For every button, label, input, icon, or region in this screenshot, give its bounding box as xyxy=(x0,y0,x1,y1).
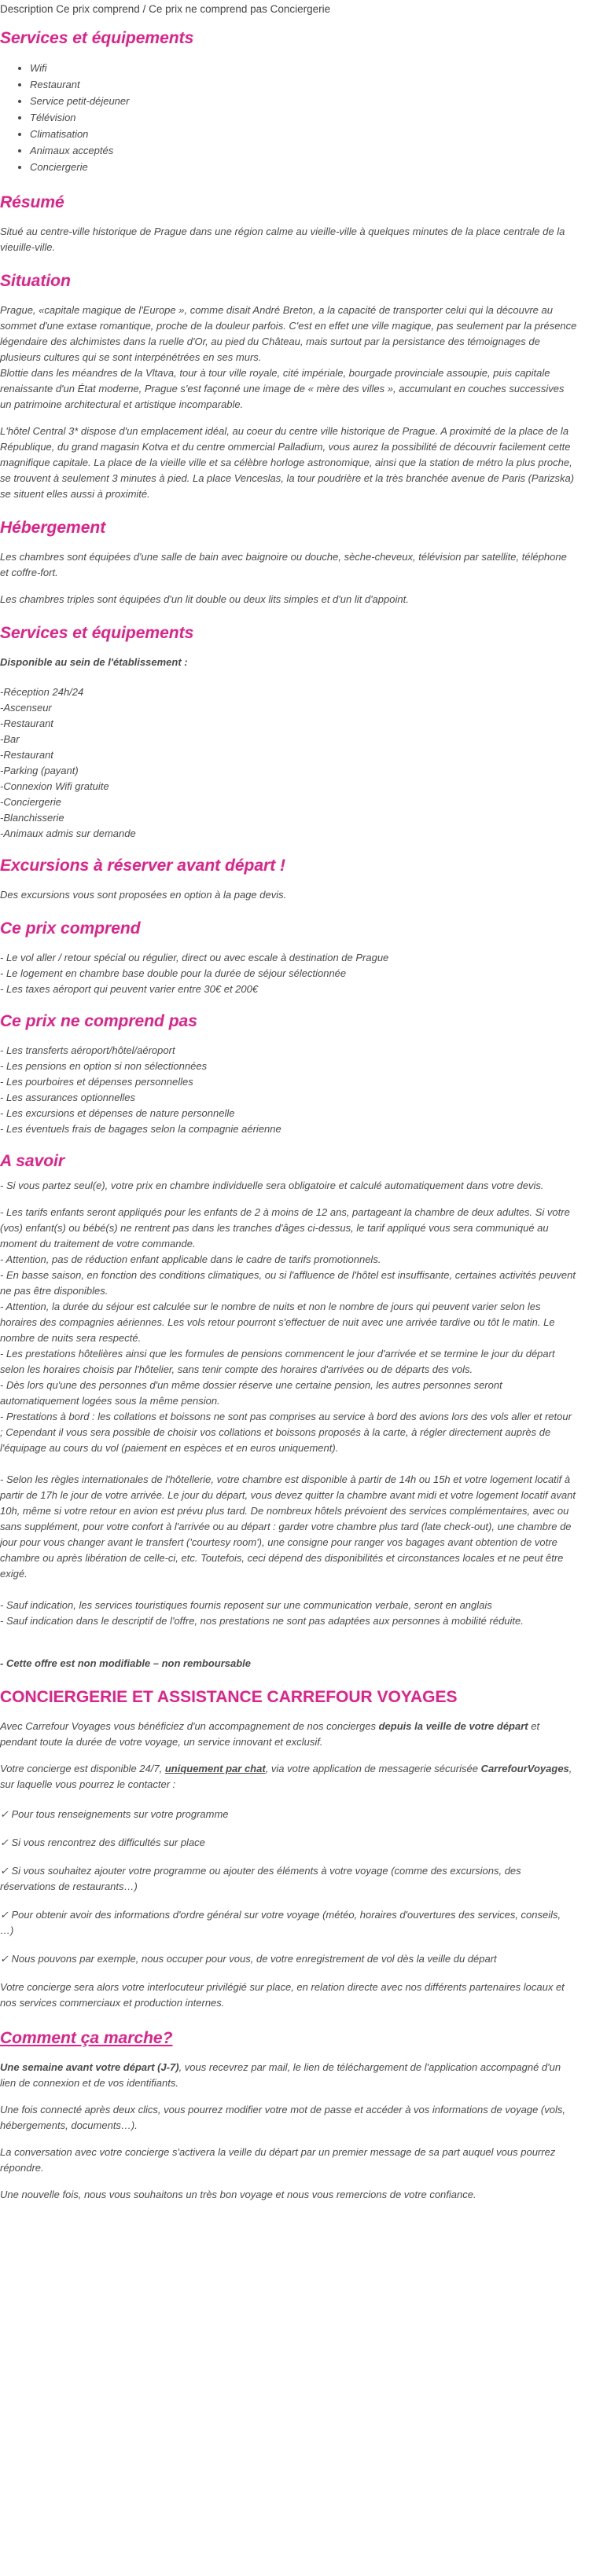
list-item: - Le vol aller / retour spécial ou régulier, direct ou avec escale à destination de Prague xyxy=(0,952,389,963)
situation-title: Situation xyxy=(0,272,71,290)
check-item: ✓ Pour obtenir avoir des informations d'ordre général sur votre voyage (météo, horaires d'ouvertures des services, conseils, …) xyxy=(0,1909,561,1936)
check-item: ✓ Si vous rencontrez des difficultés sur place xyxy=(0,1837,205,1848)
list-item: -Animaux admis sur demande xyxy=(0,827,136,839)
savoir-paragraph: - Si vous partez seul(e), votre prix en chambre individuelle sera obligatoire et calculé automatiquement dans votre devis. xyxy=(0,1180,544,1191)
comment-paragraph: Une nouvelle fois, nous vous souhaitons un très bon voyage et nous vous remercions de votre confiance. xyxy=(0,2189,476,2200)
savoir-paragraph: - Les tarifs enfants seront appliqués pour les enfants de 2 à moins de 12 ans, partageant la chambre de deux adultes. Si votre (vos) enfant(s) ou bébé(s) ne rentrent pas dans les tranches d'âges ci-dessus, le tarif appliqué vous sera communiqué au moment du traitement de votre commande. xyxy=(0,1206,570,1249)
excursions-text: Des excursions vous sont proposées en option à la page devis. xyxy=(0,889,287,901)
hebergement-title: Hébergement xyxy=(0,519,106,537)
tab-navigation[interactable]: Description Ce prix comprend / Ce prix ne comprend pas Conciergerie xyxy=(0,3,331,15)
savoir-title: A savoir xyxy=(0,1152,65,1170)
services-title: Services et équipements xyxy=(0,29,194,47)
excursions-title: Excursions à réserver avant départ ! xyxy=(0,857,286,875)
list-item: • Conciergerie xyxy=(30,159,577,175)
comment-paragraph: Une fois connecté après deux clics, vous pourrez modifier votre mot de passe et accéder à vos informations de voyage (vols, hébergements, documents…). xyxy=(0,2104,565,2131)
list-item: -Conciergerie xyxy=(0,796,62,808)
resume-title: Résumé xyxy=(0,193,64,211)
conciergerie-paragraph: Votre concierge est disponible 24/7, uniquement par chat, via votre application de messagerie sécurisée CarrefourVoyages, sur laquelle vous pourrez le contacter : xyxy=(0,1763,572,1790)
check-item: ✓ Nous pouvons par exemple, nous occuper pour vous, de votre enregistrement de vol dès la veille du départ xyxy=(0,1953,497,1965)
ne-comprend-list xyxy=(0,1043,577,1137)
list-item: • Climatisation xyxy=(30,126,577,142)
hebergement-paragraph: Les chambres sont équipées d'une salle de bain avec baignoire ou douche, sèche-cheveux, télévision par satellite, téléphone et coffre-fort. xyxy=(0,551,567,578)
comment-title: Comment ça marche? xyxy=(0,2029,173,2047)
amenities-list xyxy=(0,60,577,175)
savoir-paragraph: - En basse saison, en fonction des conditions climatiques, ou si l'affluence de l'hôtel est insuffisante, certaines activités peuvent ne pas être disponibles. xyxy=(0,1269,576,1297)
comprend-title: Ce prix comprend xyxy=(0,919,141,938)
services-title: Services et équipements xyxy=(0,624,194,642)
list-item: • Wifi xyxy=(30,60,577,76)
ne-comprend-title: Ce prix ne comprend pas xyxy=(0,1012,197,1030)
comment-paragraph: La conversation avec votre concierge s'activera la veille du départ par un premier message de sa part auquel vous pourrez répondre. xyxy=(0,2146,556,2174)
situation-paragraph: Blottie dans les méandres de la Vltava, tour à tour ville royale, cité impériale, bourgade provinciale assoupie, puis capitale renaissante d'un État moderne, Prague s'est façonné une image de « mère des villes », accumulant en couches successives un patrimoine architectural et artistique incomparable. xyxy=(0,367,565,410)
savoir-paragraph: - Selon les règles internationales de l'hôtellerie, votre chambre est disponible à partir de 14h ou 15h et votre logement locatif à partir de 17h le jour de votre arrivée. Le jour du départ, vous devez quitter la chambre avant midi et votre logement locatif avant 10h, même si votre retour en avion est prévu plus tard. De nombreux hôtels prévoient des services complémentaires, avec ou sans supplément, pour votre confort à l'arrivée ou au départ : garder votre chambre plus tard (late check-out), une chambre de jour pour vous changer avant le transfert ('courtesy room'), une consigne pour ranger vos bagages avant obtention de votre chambre ou après libération de celle-ci, etc. Toutefois, ceci dépend des disponibilités et circonstances locales et ne peut être exigé. xyxy=(0,1473,576,1580)
list-item: • Service petit-déjeuner xyxy=(30,93,577,109)
savoir-paragraph: - Attention, pas de réduction enfant applicable dans le cadre de tarifs promotionnels. xyxy=(0,1253,381,1265)
list-item: - Les excursions et dépenses de nature personnelle xyxy=(0,1107,235,1119)
list-item: • Restaurant xyxy=(30,76,577,93)
services-list xyxy=(0,684,577,842)
comprend-list xyxy=(0,950,577,997)
check-item: ✓ Si vous souhaitez ajouter votre programme ou ajouter des éléments à votre voyage (comme des excursions, des réservations de restaurants…) xyxy=(0,1865,521,1892)
savoir-paragraph: - Les prestations hôtelières ainsi que les formules de pensions commencent le jour d'arrivée et se termine le jour du départ selon les horaires choisis par l'hôtelier, sans tenir compte des horaires d'arrivées ou de départs des vols. xyxy=(0,1348,555,1375)
list-item: - Les pourboires et dépenses personnelles xyxy=(0,1076,193,1088)
conciergerie-paragraph: Avec Carrefour Voyages vous bénéficiez d'un accompagnement de nos concierges depuis la veille de votre départ et pendant toute la durée de votre voyage, un service innovant et exclusif. xyxy=(0,1720,540,1748)
conciergerie-paragraph: Votre concierge sera alors votre interlocuteur privilégié sur place, en relation directe avec nos différents partenaires locaux et nos services commerciaux et production internes. xyxy=(0,1981,565,2009)
list-item: • Télévision xyxy=(30,109,577,126)
savoir-paragraph: - Attention, la durée du séjour est calculée sur le nombre de nuits et non le nombre de jours qui peuvent varier selon les horaires des compagnies aériennes. Les vols retour pourront s'effectuer de nuit avec une arrivée tardive ou tôt le matin. Le nombre de nuits sera respecté. xyxy=(0,1301,555,1344)
list-item: -Ascenseur xyxy=(0,702,52,714)
savoir-paragraph: - Sauf indication dans le descriptif de l'offre, nos prestations ne sont pas adaptées aux personnes à mobilité réduite. xyxy=(0,1615,524,1627)
list-item: -Réception 24h/24 xyxy=(0,686,84,698)
list-item: -Bar xyxy=(0,733,20,745)
savoir-paragraph: - Sauf indication, les services touristiques fournis reposent sur une communication verbale, seront en anglais xyxy=(0,1599,492,1611)
list-item: -Restaurant xyxy=(0,749,53,761)
list-item: -Blanchisserie xyxy=(0,812,64,824)
comment-paragraph: Une semaine avant votre départ (J-7), vous recevrez par mail, le lien de téléchargement de l'application accompagné d'un lien de connexion et de vos identifiants. xyxy=(0,2061,561,2089)
savoir-paragraph: - Prestations à bord : les collations et boissons ne sont pas comprises au service à bord des avions lors des vols aller et retour ; Cependant il vous sera possible de choisir vos collations et boissons proposés à la carte, à régler directement auprès de l'équipage au cours du vol (paiement en espèces et en euros uniquement). xyxy=(0,1411,572,1454)
check-item: ✓ Pour tous renseignements sur votre programme xyxy=(0,1808,229,1820)
non-refundable-note: - Cette offre est non modifiable – non remboursable xyxy=(0,1657,252,1669)
list-item: - Les éventuels frais de bagages selon la compagnie aérienne xyxy=(0,1123,281,1135)
list-item: - Les taxes aéroport qui peuvent varier entre 30€ et 200€ xyxy=(0,983,259,995)
list-item: -Parking (payant) xyxy=(0,765,79,776)
resume-text: Situé au centre-ville historique de Prague dans une région calme au vieille-ville à quelques minutes de la place centrale de la vieuille-ville. xyxy=(0,226,565,253)
services-subtitle: Disponible au sein de l'établissement : xyxy=(0,656,188,668)
situation-paragraph: L'hôtel Central 3* dispose d'un emplacement idéal, au coeur du centre ville historique de Prague. A proximité de la place de la République, du grand magasin Kotva et du centre ommercial Palladium, vous aurez la possibilité de découvrir facilement cette magnifique capitale. La place de la vieille ville et sa célèbre horloge astronomique, ainsi que la station de métro la plus proche, se trouvent à seulement 3 minutes à pied. La place Venceslas, la tour poudrière et la très branchée avenue de Paris (Parizska) se situent elles aussi à proximité. xyxy=(0,425,575,500)
list-item: - Les transferts aéroport/hôtel/aéroport xyxy=(0,1044,175,1056)
list-item: - Les pensions en option si non sélectionnées xyxy=(0,1060,208,1072)
hebergement-paragraph: Les chambres triples sont équipées d'un lit double ou deux lits simples et d'un lit d'appoint. xyxy=(0,593,409,605)
list-item: - Le logement en chambre base double pour la durée de séjour sélectionnée xyxy=(0,967,347,979)
list-item: -Restaurant xyxy=(0,717,53,729)
list-item: - Les assurances optionnelles xyxy=(0,1092,135,1103)
conciergerie-title: CONCIERGERIE ET ASSISTANCE CARREFOUR VOYAGES xyxy=(0,1688,458,1706)
list-item: -Connexion Wifi gratuite xyxy=(0,780,109,792)
situation-paragraph: Prague, «capitale magique de l'Europe », comme disait André Breton, a la capacité de transporter celui qui la découvre au sommet d'une extase romantique, proche de la douleur parfois. C'est en effet une ville magique, pas seulement par la présence légendaire des alchimistes dans la ruelle d'Or, au pied du Château, mais surtout par la persistance des témoignages de plusieurs cultures qui se sont interpénétrées en ses murs. xyxy=(0,304,577,363)
savoir-paragraph: - Dès lors qu'une des personnes d'un même dossier réserve une certaine pension, les autres personnes seront automatiquement logées sous la même pension. xyxy=(0,1379,502,1407)
list-item: • Animaux acceptés xyxy=(30,142,577,159)
